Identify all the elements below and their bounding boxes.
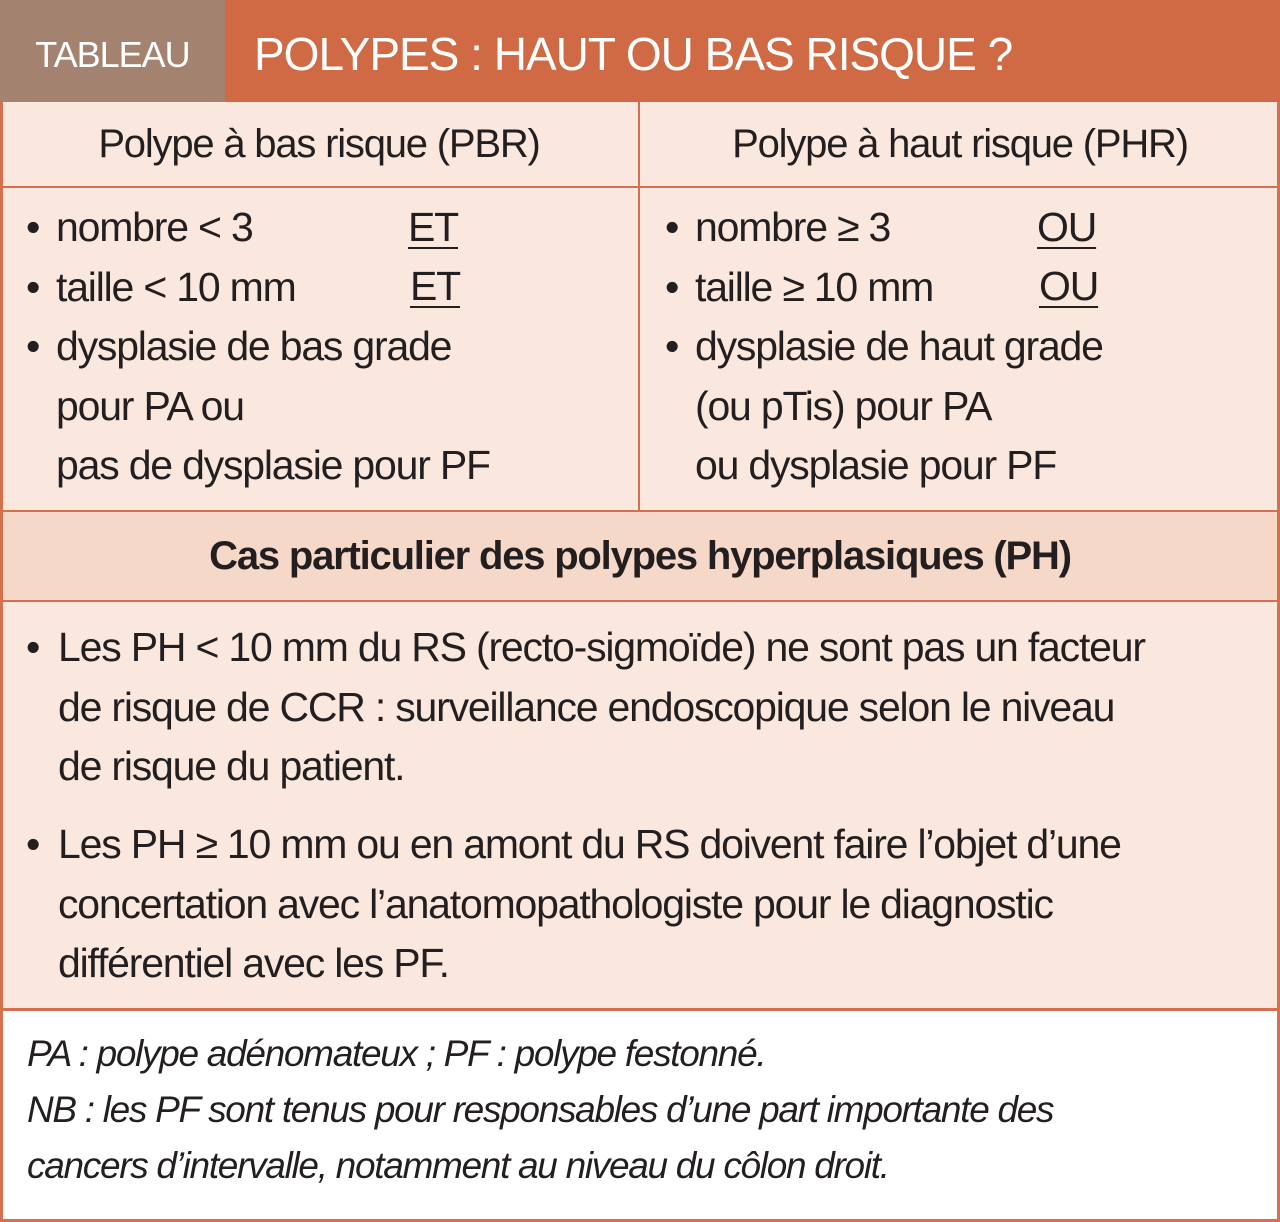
bullet: • bbox=[665, 263, 679, 310]
table-tag: TABLEAU bbox=[0, 0, 225, 102]
criterion-line: pas de dysplasie pour PF bbox=[56, 442, 490, 488]
criterion-line: pour PA ou bbox=[56, 382, 244, 429]
divider-below-section-title bbox=[0, 600, 1280, 602]
bullet: • bbox=[26, 624, 40, 670]
criterion-text: nombre ≥ 3 bbox=[695, 204, 891, 250]
section-bullet-1 bbox=[26, 618, 1145, 797]
bullet: • bbox=[26, 263, 40, 310]
criterion-text: taille < 10 mm bbox=[56, 263, 296, 310]
criterion-text: nombre < 3 bbox=[56, 204, 253, 250]
bullet: • bbox=[665, 204, 679, 250]
criterion-line: dysplasie de bas grade bbox=[56, 323, 452, 369]
connector-ou: OU bbox=[1037, 204, 1097, 250]
bullet: • bbox=[26, 821, 40, 867]
criterion-text: taille ≥ 10 mm bbox=[695, 263, 934, 310]
paragraph-line: concertation avec l’anatomopathologiste pour le diagnostic bbox=[58, 880, 1053, 927]
section-title: Cas particulier des polypes hyperplasiques (PH) bbox=[209, 534, 1071, 578]
paragraph-line: Les PH ≥ 10 mm ou en amont du RS doivent faire l’objet d’une bbox=[58, 821, 1121, 867]
footnote-line: PA : polype adénomateux ; PF : polype festonné. bbox=[27, 1033, 766, 1074]
paragraph-line: différentiel avec les PF. bbox=[58, 940, 449, 986]
footnote-line: NB : les PF sont tenus pour responsables d’une part importante des bbox=[27, 1089, 1054, 1130]
list-item bbox=[665, 317, 1103, 496]
divider-above-footnotes bbox=[0, 1008, 1280, 1011]
connector-et: ET bbox=[408, 204, 458, 250]
list-item bbox=[26, 317, 490, 496]
criterion-line: dysplasie de haut grade bbox=[695, 323, 1103, 369]
bullet: • bbox=[26, 204, 40, 250]
bullet: • bbox=[665, 323, 679, 369]
table-title: POLYPES : HAUT OU BAS RISQUE ? bbox=[254, 28, 1013, 80]
column-header-high-risk: Polype à haut risque (PHR) bbox=[732, 122, 1188, 166]
footnotes bbox=[27, 1026, 1053, 1194]
paragraph-line: de risque de CCR : surveillance endoscopique selon le niveau bbox=[58, 683, 1115, 730]
connector-et: ET bbox=[410, 263, 460, 309]
paragraph-line: Les PH < 10 mm du RS (recto-sigmoïde) ne sont pas un facteur bbox=[58, 624, 1145, 670]
connector-ou: OU bbox=[1039, 263, 1099, 309]
column-header-low-risk: Polype à bas risque (PBR) bbox=[98, 122, 540, 166]
section-bullet-2 bbox=[26, 815, 1121, 994]
divider-below-column-headers bbox=[0, 186, 1280, 188]
footnote-line: cancers d’intervalle, notamment au niveau du côlon droit. bbox=[27, 1145, 889, 1186]
criterion-line: (ou pTis) pour PA bbox=[695, 382, 992, 429]
paragraph-line: de risque du patient. bbox=[58, 743, 405, 789]
criterion-line: ou dysplasie pour PF bbox=[695, 442, 1057, 488]
bullet: • bbox=[26, 323, 40, 369]
list-item bbox=[665, 258, 1103, 318]
